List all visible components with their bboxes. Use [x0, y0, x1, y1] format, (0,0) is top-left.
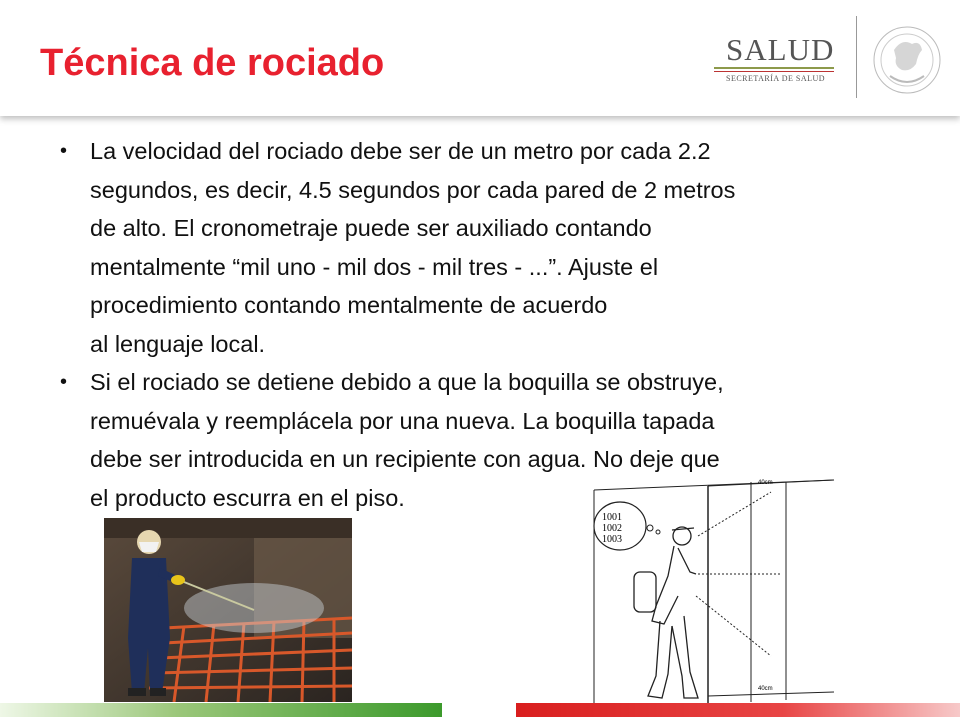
footer-bar-red: [516, 703, 960, 717]
top-measure-label: 40cm: [758, 480, 773, 486]
bullet-line: debe ser introducida en un recipiente con agua. No deje que: [90, 446, 720, 472]
mexico-seal-icon: [872, 20, 942, 100]
bullet-line: el producto escurra en el piso.: [90, 484, 405, 511]
logo-divider: [856, 16, 857, 98]
logo-line-red: [714, 71, 834, 72]
bullet-line: remuévala y reemplácela por una nueva. La boquilla tapada: [90, 407, 715, 434]
count-1003: 1003: [602, 534, 622, 545]
bullet-item-speed: [60, 132, 900, 363]
count-1001: 1001: [602, 512, 622, 523]
bullet-icon: •: [60, 140, 68, 162]
salud-logo: [706, 16, 946, 106]
slide-title: Técnica de rociado: [40, 42, 385, 84]
bullet-line: Si el rociado se detiene debido a que la boquilla se obstruye,: [90, 369, 724, 395]
bottom-measure-label: 40cm: [758, 686, 773, 692]
slide-header: [0, 0, 960, 116]
bullet-line: segundos, es decir, 4.5 segundos por cada pared de 2 metros: [90, 176, 736, 203]
spraying-worker-photo: [104, 518, 352, 702]
bullet-list: [60, 132, 900, 517]
spraying-technique-diagram: [586, 476, 836, 708]
footer-bar-green: [0, 703, 442, 717]
bullet-line: procedimiento contando mentalmente de acuerdo: [90, 292, 608, 318]
bullet-line: de alto. El cronometraje puede ser auxiliado contando: [90, 215, 652, 241]
bullet-line: al lenguaje local.: [90, 330, 266, 357]
bullet-line: La velocidad del rociado debe ser de un metro por cada 2.2: [90, 138, 711, 164]
logo-subtitle: SECRETARÍA DE SALUD: [726, 74, 826, 83]
bullet-icon: •: [60, 371, 68, 393]
logo-line-green: [714, 67, 834, 69]
bullet-line: mentalmente “mil uno - mil dos - mil tres - ...”. Ajuste el: [90, 253, 659, 280]
logo-name: SALUD: [726, 32, 835, 67]
count-1002: 1002: [602, 523, 622, 534]
